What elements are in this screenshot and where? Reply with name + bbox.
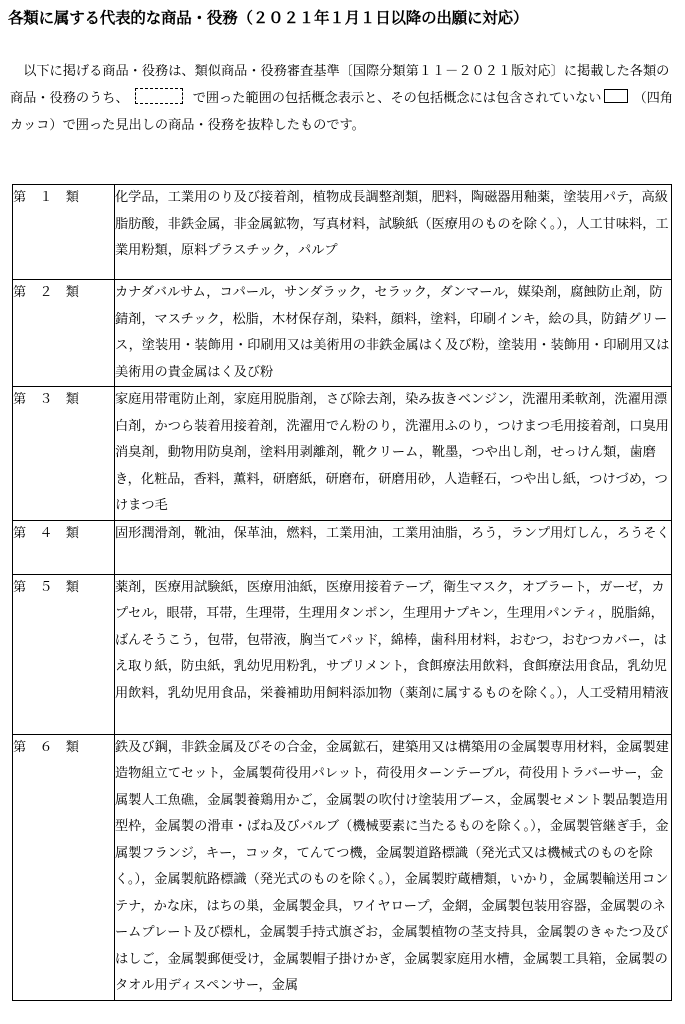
class-items: 固形潤滑剤，靴油，保革油，燃料，工業用油，工業用油脂，ろう，ランプ用灯しん，ろうそく (115, 520, 672, 574)
class-items: 家庭用帯電防止剤，家庭用脱脂剤，さび除去剤，染み抜きベンジン，洗濯用柔軟剤，洗濯用漂白剤，かつら装着用接着剤，洗濯用でん粉のり，洗濯用ふのり，つけまつ毛用接着剤，口臭用消臭剤，動物用防臭剤，塗料用剥離剤，靴クリーム，靴墨，つや出し剤，せっけん類，歯磨き，化粧品，香料，薫料，研磨紙，研磨布，研磨用砂，人造軽石，つや出し紙，つけづめ，つけまつ毛 (115, 387, 672, 521)
table-row (13, 520, 672, 574)
dashed-box-legend (135, 88, 183, 104)
class-label: 第 ２ 類 (13, 280, 115, 387)
table-row (13, 387, 672, 521)
class-label: 第 ６ 類 (13, 734, 115, 1000)
class-label: 第 ３ 類 (13, 387, 115, 521)
class-items: 薬剤，医療用試験紙，医療用油紙，医療用接着テープ，衛生マスク，オブラート，ガーゼ，カプセル，眼帯，耳帯，生理帯，生理用タンポン，生理用ナプキン，生理用パンティ，脱脂綿，ばんそうこう，包帯，包帯液，胸当てパッド，綿棒，歯科用材料，おむつ，おむつカバー，はえ取り紙，防虫紙，乳幼児用粉乳，サプリメント，食餌療法用飲料，食餌療法用食品，乳幼児用飲料，乳幼児用食品，栄養補助用飼料添加物（薬剤に属するものを除く。），人工受精用精液 (115, 574, 672, 734)
class-label: 第 １ 類 (13, 185, 115, 280)
class-items: 化学品，工業用のり及び接着剤，植物成長調整剤類，肥料，陶磁器用釉薬，塗装用パテ，高級脂肪酸，非鉄金属，非金属鉱物，写真材料，試験紙（医療用のものを除く。），人工甘味料，工業用粉類，原料プラスチック，パルプ (115, 185, 672, 280)
table-row (13, 734, 672, 1000)
intro-text-1: 以下に掲げる商品・役務は、類似商品・役務審査基準〔国際分類第１１－２０２１版対応〕に掲載した各類の商品・役務のうち、 (10, 64, 670, 106)
class-label: 第 ５ 類 (13, 574, 115, 734)
table-row (13, 280, 672, 387)
intro-text-2: で囲った範囲の包括概念表示と、その包括概念には包含されていない (192, 91, 602, 106)
page-title: 各類に属する代表的な商品・役務（２０２１年１月１日以降の出願に対応） (8, 9, 529, 27)
table-row (13, 574, 672, 734)
intro-paragraph (10, 58, 675, 139)
intro-text-3: （四角カッコ）で囲った見出しの商品・役務を抜粋したものです。 (10, 91, 674, 133)
solid-box-legend (604, 89, 628, 103)
class-label: 第 ４ 類 (13, 520, 115, 574)
class-items: カナダバルサム，コパール，サンダラック，セラック，ダンマール，媒染剤，腐蝕防止剤，防錆剤，マスチック，松脂，木材保存剤，染料，顔料，塗料，印刷インキ，絵の具，防錆グリース，塗装用・装飾用・印刷用又は美術用の非鉄金属はく及び粉，塗装用・装飾用・印刷用又は美術用の貴金属はく及び粉 (115, 280, 672, 387)
table-row (13, 185, 672, 280)
class-table (12, 184, 672, 1001)
class-items: 鉄及び鋼，非鉄金属及びその合金，金属鉱石，建築用又は構築用の金属製専用材料，金属製建造物組立てセット，金属製荷役用パレット，荷役用ターンテーブル，荷役用トラバーサー，金属製人工魚礁，金属製養鶏用かご，金属製の吹付け塗装用ブース，金属製セメント製品製造用型枠，金属製の滑車・ばね及びバルブ（機械要素に当たるものを除く。），金属製管継ぎ手，金属製フランジ，キー，コッタ，てんてつ機，金属製道路標識（発光式又は機械式のものを除く。），金属製航路標識（発光式のものを除く。），金属製貯蔵槽類，いかり，金属製輸送用コンテナ，かな床，はちの巣，金属製金具，ワイヤロープ，金網，金属製包装用容器，金属製のネームプレート及び標札，金属製手持式旗ざお，金属製植物の茎支持具，金属製のきゃたつ及びはしご，金属製郵便受け，金属製帽子掛けかぎ，金属製家庭用水槽，金属製工具箱，金属製のタオル用ディスペンサー，金属 (115, 734, 672, 1000)
